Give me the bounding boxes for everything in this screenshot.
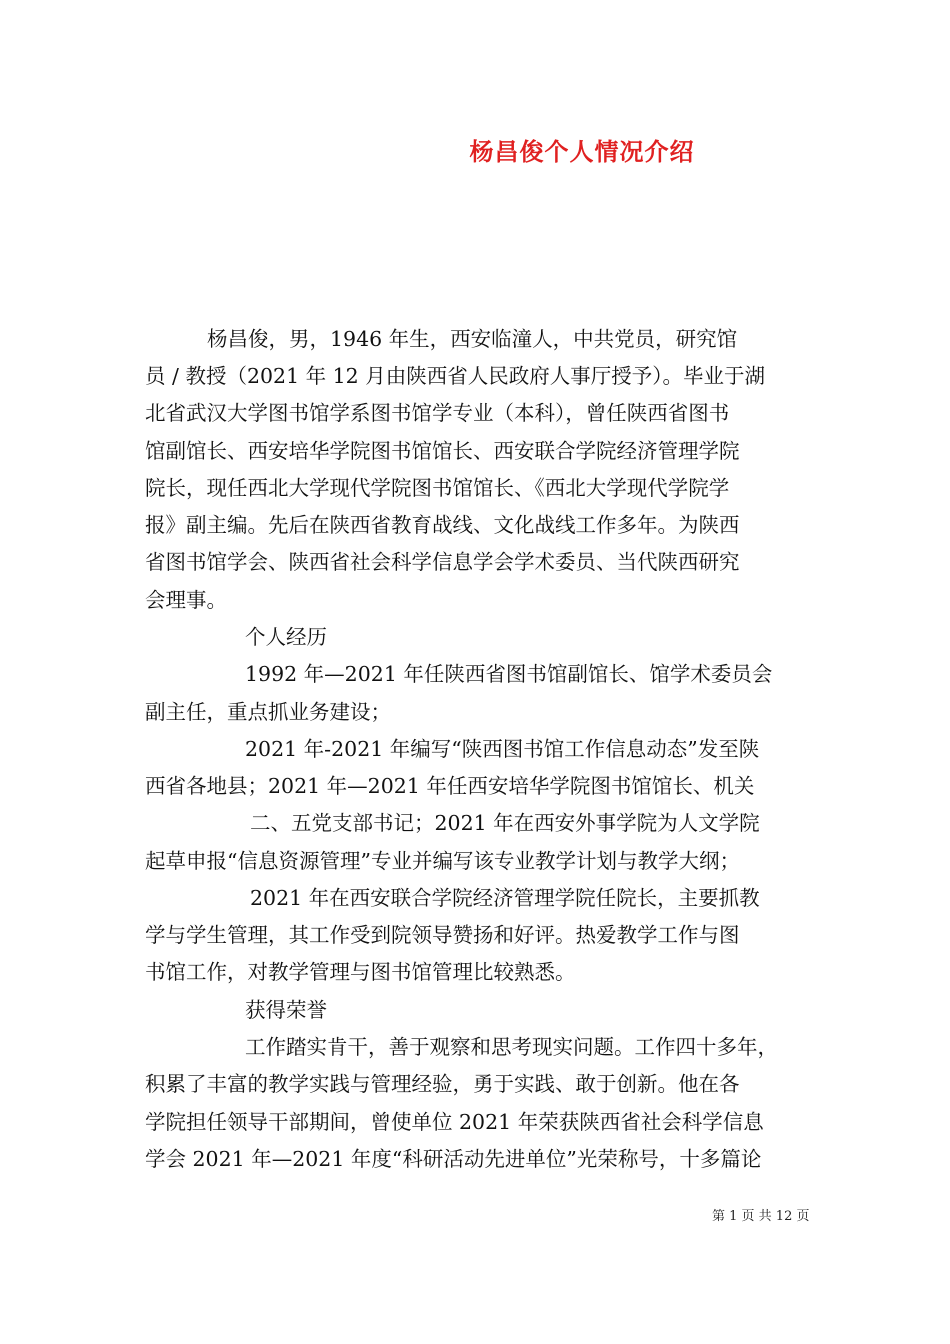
body-line: 省图书馆学会、陕西省社会科学信息学会学术委员、当代陕西研究 — [145, 550, 740, 574]
body-line: 学院担任领导干部期间，曾使单位 2021 年荣获陕西省社会科学信息 — [145, 1110, 764, 1134]
body-line: 员 / 教授（2021 年 12 月由陕西省人民政府人事厅授予）。毕业于湖 — [145, 364, 765, 388]
body-line: 馆副馆长、西安培华学院图书馆馆长、西安联合学院经济管理学院 — [145, 439, 740, 463]
document-title: 杨昌俊个人情况介绍 — [469, 137, 695, 166]
body-line: 北省武汉大学图书馆学系图书馆学专业（本科），曾任陕西省图书 — [145, 401, 730, 425]
page-number: 第 1 页 共 12 页 — [712, 1209, 810, 1224]
body-line: 工作踏实肯干，善于观察和思考现实问题。工作四十多年， — [245, 1035, 778, 1059]
section-heading-honors: 获得荣誉 — [245, 998, 327, 1022]
body-line: 1992 年—2021 年任陕西省图书馆副馆长、馆学术委员会 — [245, 662, 773, 686]
body-line: 2021 年在西安联合学院经济管理学院任院长，主要抓教 — [250, 886, 760, 910]
section-heading-experience: 个人经历 — [245, 625, 327, 649]
body-line: 起草申报“信息资源管理”专业并编写该专业教学计划与教学大纲； — [145, 849, 740, 873]
body-line: 西省各地县；2021 年—2021 年任西安培华学院图书馆馆长、机关 — [145, 774, 755, 798]
body-line: 2021 年-2021 年编写“陕西图书馆工作信息动态”发至陕 — [245, 737, 760, 761]
body-line: 书馆工作，对教学管理与图书馆管理比较熟悉。 — [145, 960, 576, 984]
body-line: 院长，现任西北大学现代学院图书馆馆长、《西北大学现代学院学 — [145, 476, 730, 500]
body-line: 副主任，重点抓业务建设； — [145, 700, 391, 724]
body-line: 学与学生管理，其工作受到院领导赞扬和好评。热爱教学工作与图 — [145, 923, 740, 947]
body-line: 学会 2021 年—2021 年度“科研活动先进单位”光荣称号，十多篇论 — [145, 1147, 762, 1171]
body-line: 会理事。 — [145, 588, 227, 612]
body-line: 报》副主编。先后在陕西省教育战线、文化战线工作多年。为陕西 — [145, 513, 740, 537]
body-line: 杨昌俊，男，1946 年生，西安临潼人，中共党员，研究馆 — [207, 327, 738, 351]
body-line: 积累了丰富的教学实践与管理经验，勇于实践、敢于创新。他在各 — [145, 1072, 740, 1096]
body-line: 二、五党支部书记；2021 年在西安外事学院为人文学院 — [250, 811, 760, 835]
